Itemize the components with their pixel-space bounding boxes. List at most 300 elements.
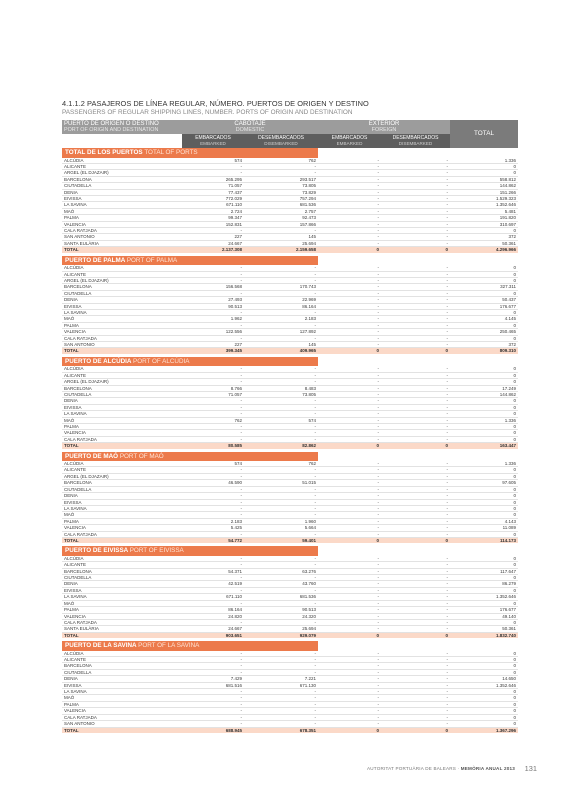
header-ext-disembarked-es: DESEMBARCADOS	[392, 135, 439, 141]
row-value: 77.437	[182, 189, 244, 195]
row-value: -	[381, 613, 450, 619]
row-value: 4.145	[450, 316, 518, 322]
row-port-name: VALENCIA	[62, 525, 182, 531]
section-title-cell	[62, 357, 318, 367]
row-value: 1.336	[450, 461, 518, 467]
row-value: 90.513	[182, 303, 244, 309]
header-cabotaje-es: CABOTAJE	[234, 121, 266, 127]
row-value: -	[244, 411, 318, 417]
total-value: 80.585	[182, 443, 244, 449]
header-ext-embarked	[318, 134, 381, 148]
row-value: 2.757	[244, 208, 318, 214]
row-port-name: ALCÚDIA	[62, 158, 182, 164]
row-value: -	[318, 170, 381, 176]
row-value: 0	[450, 398, 518, 404]
row-value: -	[318, 651, 381, 657]
section-title: TOTAL DE LOS PUERTOS	[65, 149, 143, 156]
row-value: -	[182, 562, 244, 568]
section-title-cell	[62, 546, 318, 556]
section-title-cell	[62, 641, 318, 651]
row-value: -	[381, 176, 450, 182]
row-value: -	[244, 467, 318, 473]
row-value: -	[318, 619, 381, 625]
row-value: -	[244, 575, 318, 581]
row-value: 0	[450, 657, 518, 663]
header-cab-disembarked	[244, 134, 318, 148]
row-value: -	[182, 657, 244, 663]
row-value: -	[182, 556, 244, 562]
section-header	[62, 546, 518, 556]
section-title: PUERTO DE ALCÚDIA	[65, 357, 132, 365]
row-value: -	[318, 158, 381, 164]
row-value: -	[381, 499, 450, 505]
row-value: -	[182, 695, 244, 701]
row-value: 51.015	[244, 480, 318, 486]
row-value: -	[182, 721, 244, 727]
row-value: -	[244, 436, 318, 442]
row-port-name: DENIA	[62, 297, 182, 303]
row-value: 144.862	[450, 391, 518, 397]
row-value: -	[318, 657, 381, 663]
section-title-blank	[318, 546, 518, 556]
row-value: 310.697	[450, 221, 518, 227]
row-value: -	[381, 657, 450, 663]
row-value: 0	[450, 265, 518, 271]
total-value: 0	[318, 247, 381, 253]
row-value: 0	[450, 587, 518, 593]
header-ext-disembarked-en: DISEMBARKED	[398, 141, 433, 146]
total-value: 688.945	[182, 727, 244, 733]
row-value: -	[182, 651, 244, 657]
row-value: 170.743	[244, 284, 318, 290]
row-value: 574	[182, 158, 244, 164]
row-value: 681.536	[244, 202, 318, 208]
row-value: 1.352.646	[450, 594, 518, 600]
table-body	[62, 120, 518, 733]
row-value: 24.667	[182, 626, 244, 632]
row-value: 191.820	[450, 215, 518, 221]
row-value: -	[381, 411, 450, 417]
row-port-name: CIUTADELLA	[62, 669, 182, 675]
total-value: 1.367.296	[450, 727, 518, 733]
row-value: 671.130	[244, 682, 318, 688]
row-value: -	[318, 581, 381, 587]
row-value: -	[244, 366, 318, 372]
row-port-name: DENIA	[62, 581, 182, 587]
row-value: 0	[450, 372, 518, 378]
row-value: -	[318, 575, 381, 581]
row-value: 5.481	[450, 208, 518, 214]
total-value: 0	[381, 727, 450, 733]
row-value: -	[182, 493, 244, 499]
row-value: -	[318, 499, 381, 505]
row-value: 757.294	[244, 195, 318, 201]
row-port-name: LA SAVINA	[62, 594, 182, 600]
row-value: -	[244, 227, 318, 233]
section-title-en: PORT OF PALMA	[126, 256, 178, 264]
row-port-name: EIVISSA	[62, 587, 182, 593]
row-value: -	[381, 290, 450, 296]
total-value: 399.345	[182, 348, 244, 354]
row-value: 1.352.646	[450, 682, 518, 688]
row-value: 0	[450, 411, 518, 417]
row-value: 574	[182, 461, 244, 467]
row-value: 0	[450, 562, 518, 568]
row-value: -	[244, 398, 318, 404]
row-value: -	[318, 163, 381, 169]
row-value: -	[318, 290, 381, 296]
total-value: 0	[318, 727, 381, 733]
row-value: -	[318, 202, 381, 208]
row-value: 43.760	[244, 581, 318, 587]
total-value: 54.772	[182, 537, 244, 543]
row-value: -	[381, 215, 450, 221]
total-label: TOTAL	[62, 348, 182, 354]
row-value: 671.110	[182, 202, 244, 208]
row-value: 558.812	[450, 176, 518, 182]
row-value: 227	[182, 234, 244, 240]
row-value: 681.536	[244, 594, 318, 600]
row-value: 22.969	[244, 297, 318, 303]
row-value: -	[381, 404, 450, 410]
row-value: -	[318, 215, 381, 221]
row-value: -	[381, 297, 450, 303]
row-value: -	[182, 227, 244, 233]
row-value: 50.437	[450, 297, 518, 303]
row-port-name: LA SAVINA	[62, 202, 182, 208]
row-value: -	[182, 714, 244, 720]
section-title-blank	[318, 256, 518, 266]
total-value: 59.401	[244, 537, 318, 543]
row-port-name: CIUTADELLA	[62, 183, 182, 189]
row-value: 0	[450, 663, 518, 669]
row-value: -	[182, 689, 244, 695]
row-value: 0	[450, 163, 518, 169]
row-port-name: EIVISSA	[62, 682, 182, 688]
row-value: -	[318, 493, 381, 499]
row-value: -	[244, 651, 318, 657]
row-value: 54.371	[182, 568, 244, 574]
total-label: TOTAL	[62, 443, 182, 449]
row-value: -	[318, 436, 381, 442]
row-value: -	[318, 329, 381, 335]
header-cab-disembarked-es: DESEMBARCADOS	[258, 135, 304, 141]
row-value: 8.766	[182, 385, 244, 391]
row-port-name: VALENCIA	[62, 221, 182, 227]
row-port-name: PALMA	[62, 215, 182, 221]
row-value: -	[381, 568, 450, 574]
row-value: -	[318, 613, 381, 619]
row-value: -	[318, 271, 381, 277]
row-value: -	[381, 701, 450, 707]
row-value: -	[182, 499, 244, 505]
footer-org: AUTORITAT PORTUÀRIA DE BALEARS	[367, 766, 457, 771]
row-value: -	[381, 486, 450, 492]
section-title-cell	[62, 148, 318, 158]
row-value: -	[381, 467, 450, 473]
row-value: 0	[450, 227, 518, 233]
row-port-name: BARCELONA	[62, 385, 182, 391]
row-value: 0	[450, 651, 518, 657]
header-origin-en: PORT OF ORIGIN AND DESTINATION	[64, 127, 159, 133]
row-value: 0	[450, 170, 518, 176]
row-value: -	[381, 284, 450, 290]
row-value: -	[318, 309, 381, 315]
row-value: -	[381, 271, 450, 277]
row-value: 0	[450, 486, 518, 492]
row-value: 17.249	[450, 385, 518, 391]
row-value: 0	[450, 695, 518, 701]
row-value: -	[318, 385, 381, 391]
row-port-name: ALCÚDIA	[62, 461, 182, 467]
row-port-name: VALENCIA	[62, 613, 182, 619]
row-value: -	[381, 277, 450, 283]
row-value: 293.517	[244, 176, 318, 182]
row-port-name: DENIA	[62, 398, 182, 404]
row-value: -	[381, 682, 450, 688]
row-value: 90.513	[244, 607, 318, 613]
row-value: -	[381, 663, 450, 669]
row-value: -	[244, 430, 318, 436]
total-value: 0	[381, 537, 450, 543]
row-value: -	[244, 556, 318, 562]
row-value: 4.143	[450, 518, 518, 524]
row-value: -	[244, 372, 318, 378]
row-value: 50.361	[450, 626, 518, 632]
row-value: 71.057	[182, 183, 244, 189]
row-value: -	[244, 423, 318, 429]
row-value: -	[182, 277, 244, 283]
row-value: 0	[450, 290, 518, 296]
row-value: -	[244, 505, 318, 511]
row-value: -	[318, 277, 381, 283]
total-value: 0	[381, 348, 450, 354]
row-port-name: PALMA	[62, 701, 182, 707]
row-value: 0	[450, 467, 518, 473]
row-value: -	[244, 600, 318, 606]
total-value: 4.296.966	[450, 247, 518, 253]
table-subtitle: PASSENGERS OF REGULAR SHIPPING LINES, NUMBER. PORTS OF ORIGIN AND DESTINATION	[62, 109, 353, 116]
footer-report: MEMÒRIA ANUAL 2013	[460, 766, 515, 771]
row-value: -	[318, 423, 381, 429]
row-value: -	[318, 189, 381, 195]
row-value: 0	[450, 505, 518, 511]
row-value: -	[318, 366, 381, 372]
row-value: -	[244, 669, 318, 675]
row-value: 0	[450, 531, 518, 537]
row-port-name: SAN ANTONIO	[62, 721, 182, 727]
row-value: 14.650	[450, 676, 518, 682]
row-value: -	[182, 708, 244, 714]
row-port-name: ALCÚDIA	[62, 651, 182, 657]
row-value: -	[244, 562, 318, 568]
row-value: 0	[450, 708, 518, 714]
row-value: -	[244, 714, 318, 720]
row-value: -	[318, 689, 381, 695]
row-port-name: PALMA	[62, 322, 182, 328]
row-port-name: ALCÚDIA	[62, 556, 182, 562]
row-port-name: CIUTADELLA	[62, 575, 182, 581]
section-header	[62, 452, 518, 462]
row-value: -	[381, 417, 450, 423]
row-value: -	[318, 234, 381, 240]
row-port-name: BARCELONA	[62, 480, 182, 486]
row-value: -	[381, 695, 450, 701]
row-value: 0	[450, 404, 518, 410]
row-value: 7.429	[182, 676, 244, 682]
section-title-blank	[318, 148, 518, 158]
row-port-name: ARGEL (EL DJAZAIR)	[62, 277, 182, 283]
row-value: 176.677	[450, 607, 518, 613]
row-port-name: VALENCIA	[62, 329, 182, 335]
header-row-sub	[62, 134, 518, 148]
row-port-name: ALCÚDIA	[62, 366, 182, 372]
header-exterior-es: EXTERIOR	[368, 121, 400, 127]
row-value: -	[318, 430, 381, 436]
row-value: 144.862	[450, 183, 518, 189]
row-value: -	[318, 473, 381, 479]
header-origin-es: PUERTO DE ORIGEN O DESTINO	[64, 121, 159, 127]
row-value: 227	[182, 341, 244, 347]
row-value: 8.483	[244, 385, 318, 391]
row-value: 0	[450, 714, 518, 720]
section-title: PUERTO DE MAÓ	[65, 452, 119, 460]
row-port-name: MAÓ	[62, 417, 182, 423]
row-value: -	[182, 163, 244, 169]
row-value: 2.183	[182, 518, 244, 524]
row-value: -	[182, 309, 244, 315]
row-value: 117.647	[450, 568, 518, 574]
row-value: -	[381, 518, 450, 524]
row-value: -	[381, 221, 450, 227]
row-value: 762	[182, 417, 244, 423]
row-value: -	[318, 682, 381, 688]
row-port-name: BARCELONA	[62, 663, 182, 669]
row-value: -	[244, 163, 318, 169]
section-title: PUERTO DE LA SAVINA	[65, 642, 137, 650]
header-cabotaje-en: DOMESTIC	[235, 127, 265, 133]
row-value: -	[318, 322, 381, 328]
row-value: -	[318, 265, 381, 271]
total-value: 114.173	[450, 537, 518, 543]
row-value: -	[381, 341, 450, 347]
row-value: -	[381, 651, 450, 657]
row-value: -	[381, 189, 450, 195]
row-value: -	[381, 493, 450, 499]
row-value: -	[381, 587, 450, 593]
row-value: -	[244, 271, 318, 277]
row-port-name: DENIA	[62, 189, 182, 195]
row-value: 0	[450, 556, 518, 562]
row-port-name: EIVISSA	[62, 303, 182, 309]
row-value: -	[318, 404, 381, 410]
total-value: 929.079	[244, 632, 318, 638]
row-value: -	[381, 461, 450, 467]
row-port-name: CALA RATJADA	[62, 531, 182, 537]
row-value: -	[318, 335, 381, 341]
row-value: -	[182, 335, 244, 341]
row-value: -	[244, 486, 318, 492]
row-value: 42.519	[182, 581, 244, 587]
row-value: -	[182, 265, 244, 271]
row-value: -	[318, 626, 381, 632]
row-port-name: EIVISSA	[62, 195, 182, 201]
row-value: 5.664	[244, 525, 318, 531]
row-value: 0	[450, 669, 518, 675]
row-port-name: MAÓ	[62, 695, 182, 701]
total-label: TOTAL	[62, 537, 182, 543]
row-port-name: CALA RATJADA	[62, 619, 182, 625]
row-value: 99.347	[182, 215, 244, 221]
row-value: 0	[450, 512, 518, 518]
row-port-name: ALICANTE	[62, 467, 182, 473]
total-value: 1.832.740	[450, 632, 518, 638]
row-value: 0	[450, 575, 518, 581]
row-value: -	[381, 366, 450, 372]
row-value: -	[182, 669, 244, 675]
row-value: -	[182, 512, 244, 518]
row-port-name: ALICANTE	[62, 562, 182, 568]
row-value: -	[182, 372, 244, 378]
row-value: 145	[244, 234, 318, 240]
row-value: -	[244, 663, 318, 669]
row-value: -	[244, 531, 318, 537]
row-value: 0	[450, 379, 518, 385]
row-port-name: ARGEL (EL DJAZAIR)	[62, 379, 182, 385]
row-value: 0	[450, 689, 518, 695]
row-value: 265.295	[182, 176, 244, 182]
row-value: 73.829	[244, 189, 318, 195]
section-title: PUERTO DE EIVISSA	[65, 547, 128, 555]
header-sub-blank	[62, 134, 182, 148]
row-value: -	[318, 518, 381, 524]
row-value: 0	[450, 600, 518, 606]
row-value: 1.960	[244, 518, 318, 524]
total-value: 0	[381, 632, 450, 638]
row-port-name: MAÓ	[62, 600, 182, 606]
row-value: -	[182, 486, 244, 492]
row-value: -	[182, 411, 244, 417]
row-value: 327.311	[450, 284, 518, 290]
row-value: -	[182, 663, 244, 669]
row-value: -	[182, 505, 244, 511]
total-value: 2.137.308	[182, 247, 244, 253]
row-port-name: DENIA	[62, 493, 182, 499]
row-value: -	[318, 587, 381, 593]
row-value: -	[244, 265, 318, 271]
row-value: 151.266	[450, 189, 518, 195]
row-port-name: BARCELONA	[62, 176, 182, 182]
total-value: 809.310	[450, 348, 518, 354]
row-value: -	[318, 480, 381, 486]
row-value: -	[381, 600, 450, 606]
row-value: -	[318, 600, 381, 606]
row-port-name: MAÓ	[62, 208, 182, 214]
total-value: 163.447	[450, 443, 518, 449]
row-value: 86.164	[244, 303, 318, 309]
row-value: 0	[450, 619, 518, 625]
row-port-name: BARCELONA	[62, 568, 182, 574]
row-port-name: LA SAVINA	[62, 689, 182, 695]
row-value: -	[381, 372, 450, 378]
row-value: -	[182, 587, 244, 593]
row-value: -	[318, 417, 381, 423]
row-value: 0	[450, 493, 518, 499]
row-value: 86.279	[450, 581, 518, 587]
row-value: -	[318, 372, 381, 378]
row-value: -	[244, 170, 318, 176]
row-value: -	[381, 309, 450, 315]
